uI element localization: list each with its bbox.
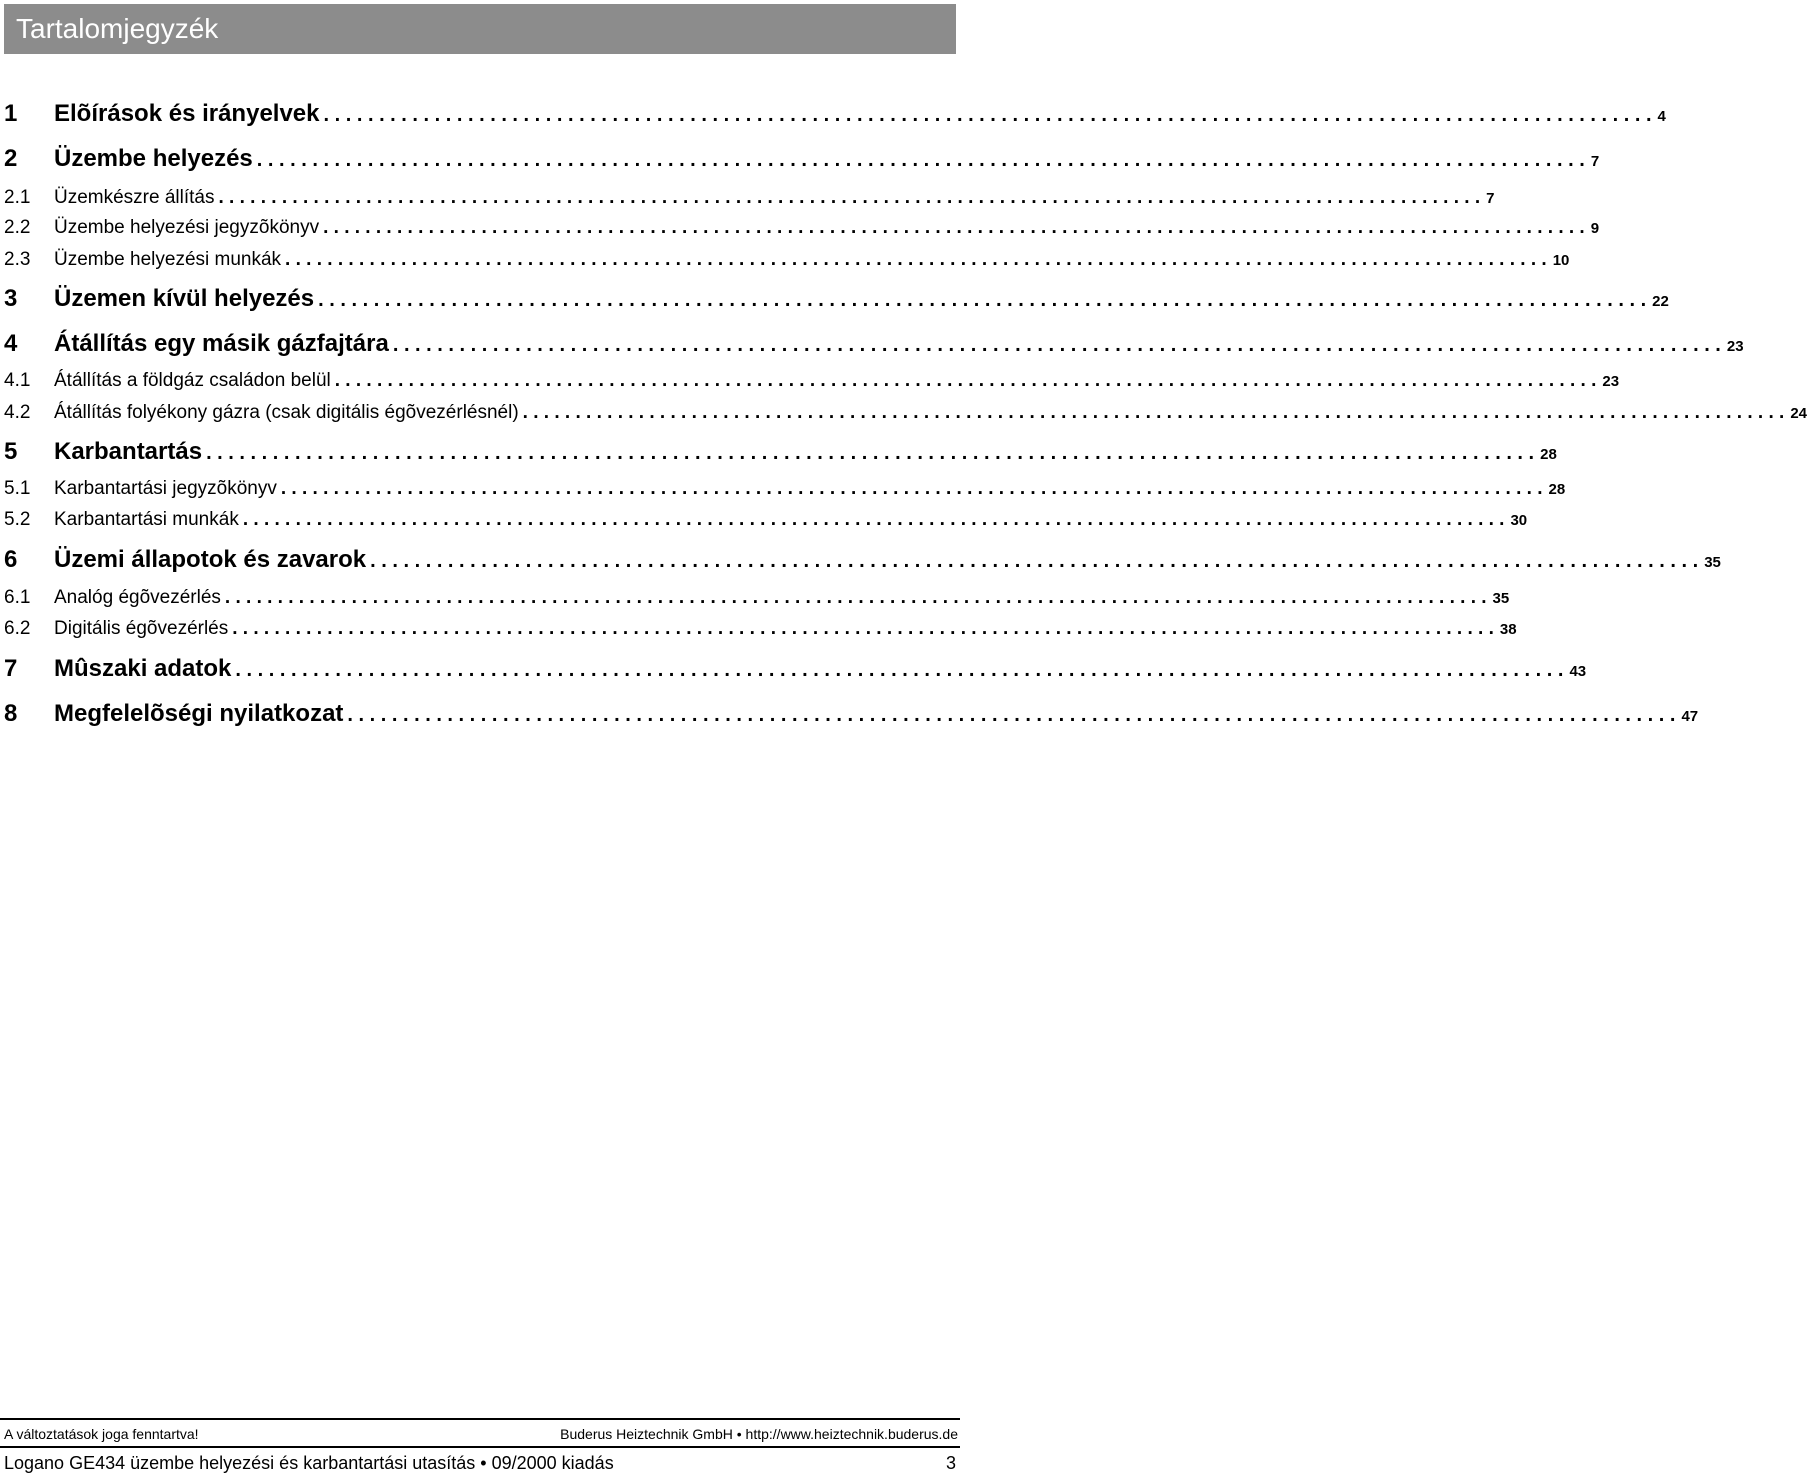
- toc-leader-dots: . . . . . . . . . . . . . . . . . . . . . . . . . . . . . . . . . . . . . . . . . . . . . . . . . . . . . . . . . . . . . . . . . . . . . . . . . . . . . . . . . . . . . . . . . . . . . . . . . . . . . . . . . . . . . . . . . . . . . . . .: [285, 249, 1547, 270]
- page-title: Tartalomjegyzék: [16, 13, 219, 44]
- toc-entry-number: 3: [4, 285, 18, 312]
- toc-entry[interactable]: [4, 587, 1510, 609]
- toc-entry-number: 5.2: [4, 509, 31, 530]
- toc-entry-number: 6: [4, 546, 18, 573]
- toc-entry-title: Mûszaki adatok: [54, 655, 232, 682]
- toc-entry-title: Átállítás a földgáz családon belül: [54, 370, 331, 391]
- toc-entry[interactable]: [4, 217, 1600, 239]
- toc-entry[interactable]: [4, 700, 1699, 728]
- toc-entry-page: 28: [1548, 481, 1566, 498]
- toc-entry-page: 7: [1590, 153, 1600, 170]
- toc-entry-title: Karbantartási munkák: [54, 509, 239, 530]
- toc-entry[interactable]: [4, 618, 1517, 640]
- toc-entry-number: 6.1: [4, 587, 31, 608]
- toc-header-bar: [4, 4, 956, 54]
- toc-entry-number: 8: [4, 700, 18, 727]
- toc-entry[interactable]: [4, 478, 1566, 500]
- toc-entry-number: 5: [4, 438, 18, 465]
- toc-leader-dots: . . . . . . . . . . . . . . . . . . . . . . . . . . . . . . . . . . . . . . . . . . . . . . . . . . . . . . . . . . . . . . . . . . . . . . . . . . . . . . . . . . . . . . . . . . . . . . . . . . . . . . . . . . . . . . . . . . . . . . . .: [522, 402, 1785, 423]
- toc-entry-number: 6.2: [4, 618, 31, 639]
- toc-entry-number: 7: [4, 655, 18, 682]
- toc-entry-page: 23: [1602, 373, 1620, 390]
- toc-leader-dots: . . . . . . . . . . . . . . . . . . . . . . . . . . . . . . . . . . . . . . . . . . . . . . . . . . . . . . . . . . . . . . . . . . . . . . . . . . . . . . . . . . . . . . . . . . . . . . . . . . . . . . . . . . . . . . . . . . . . . . . .: [218, 187, 1481, 208]
- toc-entry[interactable]: [4, 438, 1557, 466]
- toc-entry[interactable]: [4, 187, 1495, 209]
- toc-leader-dots: . . . . . . . . . . . . . . . . . . . . . . . . . . . . . . . . . . . . . . . . . . . . . . . . . . . . . . . . . . . . . . . . . . . . . . . . . . . . . . . . . . . . . . . . . . . . . . . . . . . . . . . . . . . . . . . . . . . . . . . .: [224, 587, 1487, 608]
- toc-entry-title: Üzemi állapotok és zavarok: [54, 546, 367, 573]
- toc-entry[interactable]: [4, 655, 1587, 683]
- toc-entry-page: 22: [1652, 293, 1669, 310]
- footer-divider-bottom: [0, 1446, 960, 1448]
- toc-entry-title: Átállítás folyékony gázra (csak digitális égõvezérlésnél): [54, 402, 519, 423]
- toc-entry-title: Digitális égõvezérlés: [54, 618, 229, 639]
- toc-leader-dots: . . . . . . . . . . . . . . . . . . . . . . . . . . . . . . . . . . . . . . . . . . . . . . . . . . . . . . . . . . . . . . . . . . . . . . . . . . . . . . . . . . . . . . . . . . . . . . . . . . . . . . . . . . . . . . . . . . . . . . . .: [242, 509, 1505, 530]
- toc-entry[interactable]: [4, 402, 1807, 424]
- toc-entry-number: 2.2: [4, 217, 31, 238]
- page-number: 3: [945, 1453, 956, 1473]
- toc-entry-page: 35: [1492, 590, 1510, 607]
- footer-divider-top: [0, 1418, 960, 1420]
- toc-entry-page: 47: [1681, 708, 1699, 725]
- toc-entry-title: Üzemen kívül helyezés: [54, 285, 315, 312]
- toc-entry-number: 5.1: [4, 478, 31, 499]
- toc-entry[interactable]: [4, 546, 1721, 574]
- footer-right-note: Buderus Heiztechnik GmbH • http://www.heiztechnik.buderus.de: [560, 1426, 958, 1442]
- toc-entry-page: 35: [1704, 554, 1721, 571]
- toc-entry-number: 2.3: [4, 249, 31, 270]
- toc-entry-number: 4.1: [4, 370, 31, 391]
- toc-leader-dots: . . . . . . . . . . . . . . . . . . . . . . . . . . . . . . . . . . . . . . . . . . . . . . . . . . . . . . . . . . . . . . . . . . . . . . . . . . . . . . . . . . . . . . . . . . . . . . . . . . . . . . . . . . . . . . . . . . . . . . . .: [347, 704, 1676, 726]
- toc-entry-title: Üzembe helyezési jegyzõkönyv: [54, 217, 320, 238]
- toc-entry-title: Karbantartás: [54, 438, 203, 465]
- toc-entry-number: 4: [4, 330, 18, 357]
- toc-entry-title: Üzemkészre állítás: [54, 187, 215, 208]
- toc-entry-page: 43: [1569, 663, 1587, 680]
- toc-entry-title: Átállítás egy másik gázfajtára: [54, 330, 389, 357]
- toc-leader-dots: . . . . . . . . . . . . . . . . . . . . . . . . . . . . . . . . . . . . . . . . . . . . . . . . . . . . . . . . . . . . . . . . . . . . . . . . . . . . . . . . . . . . . . . . . . . . . . . . . . . . . . . . . . . . . . . . . . . . . . . .: [232, 618, 1494, 639]
- toc-entry-page: 24: [1790, 405, 1807, 422]
- toc-entry[interactable]: [4, 370, 1620, 392]
- toc-entry-page: 7: [1486, 190, 1495, 207]
- toc-leader-dots: . . . . . . . . . . . . . . . . . . . . . . . . . . . . . . . . . . . . . . . . . . . . . . . . . . . . . . . . . . . . . . . . . . . . . . . . . . . . . . . . . . . . . . . . . . . . . . . . . . . . . . . . . . . . . . . . . . . . . . . .: [206, 442, 1535, 464]
- toc-leader-dots: . . . . . . . . . . . . . . . . . . . . . . . . . . . . . . . . . . . . . . . . . . . . . . . . . . . . . . . . . . . . . . . . . . . . . . . . . . . . . . . . . . . . . . . . . . . . . . . . . . . . . . . . . . . . . . . . . . . . . . . .: [256, 149, 1585, 171]
- toc-entry-number: 1: [4, 100, 18, 127]
- toc-leader-dots: . . . . . . . . . . . . . . . . . . . . . . . . . . . . . . . . . . . . . . . . . . . . . . . . . . . . . . . . . . . . . . . . . . . . . . . . . . . . . . . . . . . . . . . . . . . . . . . . . . . . . . . . . . . . . . . . . . . . . . . .: [392, 334, 1721, 356]
- toc-entry[interactable]: [4, 145, 1600, 173]
- toc-entry-page: 30: [1510, 512, 1528, 529]
- toc-entry-page: 38: [1499, 621, 1517, 638]
- toc-leader-dots: . . . . . . . . . . . . . . . . . . . . . . . . . . . . . . . . . . . . . . . . . . . . . . . . . . . . . . . . . . . . . . . . . . . . . . . . . . . . . . . . . . . . . . . . . . . . . . . . . . . . . . . . . . . . . . . . . . . . . . . .: [235, 659, 1564, 681]
- toc-leader-dots: . . . . . . . . . . . . . . . . . . . . . . . . . . . . . . . . . . . . . . . . . . . . . . . . . . . . . . . . . . . . . . . . . . . . . . . . . . . . . . . . . . . . . . . . . . . . . . . . . . . . . . . . . . . . . . . . . . . . . . . .: [318, 289, 1647, 311]
- toc-entry[interactable]: [4, 509, 1528, 531]
- toc-leader-dots: . . . . . . . . . . . . . . . . . . . . . . . . . . . . . . . . . . . . . . . . . . . . . . . . . . . . . . . . . . . . . . . . . . . . . . . . . . . . . . . . . . . . . . . . . . . . . . . . . . . . . . . . . . . . . . . . . . . . . . . .: [323, 217, 1585, 238]
- document-title: Logano GE434 üzembe helyezési és karbantartási utasítás • 09/2000 kiadás: [4, 1453, 614, 1473]
- toc-entry-page: 23: [1726, 338, 1744, 355]
- toc-entry-number: 2: [4, 145, 18, 172]
- toc-entry[interactable]: [4, 330, 1744, 358]
- toc-entry-title: Analóg égõvezérlés: [54, 587, 221, 608]
- toc-entry-page: 28: [1540, 446, 1557, 463]
- toc-entry-page: 4: [1657, 108, 1666, 125]
- toc-entry[interactable]: [4, 249, 1570, 271]
- toc-entry-page: 10: [1552, 252, 1570, 269]
- toc-entry-title: Üzembe helyezés: [54, 145, 253, 172]
- toc-entry-number: 2.1: [4, 187, 31, 208]
- toc-leader-dots: . . . . . . . . . . . . . . . . . . . . . . . . . . . . . . . . . . . . . . . . . . . . . . . . . . . . . . . . . . . . . . . . . . . . . . . . . . . . . . . . . . . . . . . . . . . . . . . . . . . . . . . . . . . . . . . . . . . . . . . .: [370, 550, 1699, 572]
- toc-entry-title: Megfelelõségi nyilatkozat: [54, 700, 344, 727]
- toc-leader-dots: . . . . . . . . . . . . . . . . . . . . . . . . . . . . . . . . . . . . . . . . . . . . . . . . . . . . . . . . . . . . . . . . . . . . . . . . . . . . . . . . . . . . . . . . . . . . . . . . . . . . . . . . . . . . . . . . . . . . . . . .: [323, 104, 1652, 126]
- footer-left-note: A változtatások joga fenntartva!: [4, 1426, 199, 1442]
- toc-entry-title: Elõírások és irányelvek: [54, 100, 320, 127]
- toc-entry-title: Üzembe helyezési munkák: [54, 249, 282, 270]
- toc-leader-dots: . . . . . . . . . . . . . . . . . . . . . . . . . . . . . . . . . . . . . . . . . . . . . . . . . . . . . . . . . . . . . . . . . . . . . . . . . . . . . . . . . . . . . . . . . . . . . . . . . . . . . . . . . . . . . . . . . . . . . . . .: [334, 370, 1597, 391]
- toc-entry[interactable]: [4, 100, 1666, 128]
- toc-leader-dots: . . . . . . . . . . . . . . . . . . . . . . . . . . . . . . . . . . . . . . . . . . . . . . . . . . . . . . . . . . . . . . . . . . . . . . . . . . . . . . . . . . . . . . . . . . . . . . . . . . . . . . . . . . . . . . . . . . . . . . . .: [280, 478, 1543, 499]
- toc-entry-page: 9: [1590, 220, 1600, 237]
- toc-entry-title: Karbantartási jegyzõkönyv: [54, 478, 277, 499]
- toc-entry-number: 4.2: [4, 402, 31, 423]
- toc-entry[interactable]: [4, 285, 1669, 313]
